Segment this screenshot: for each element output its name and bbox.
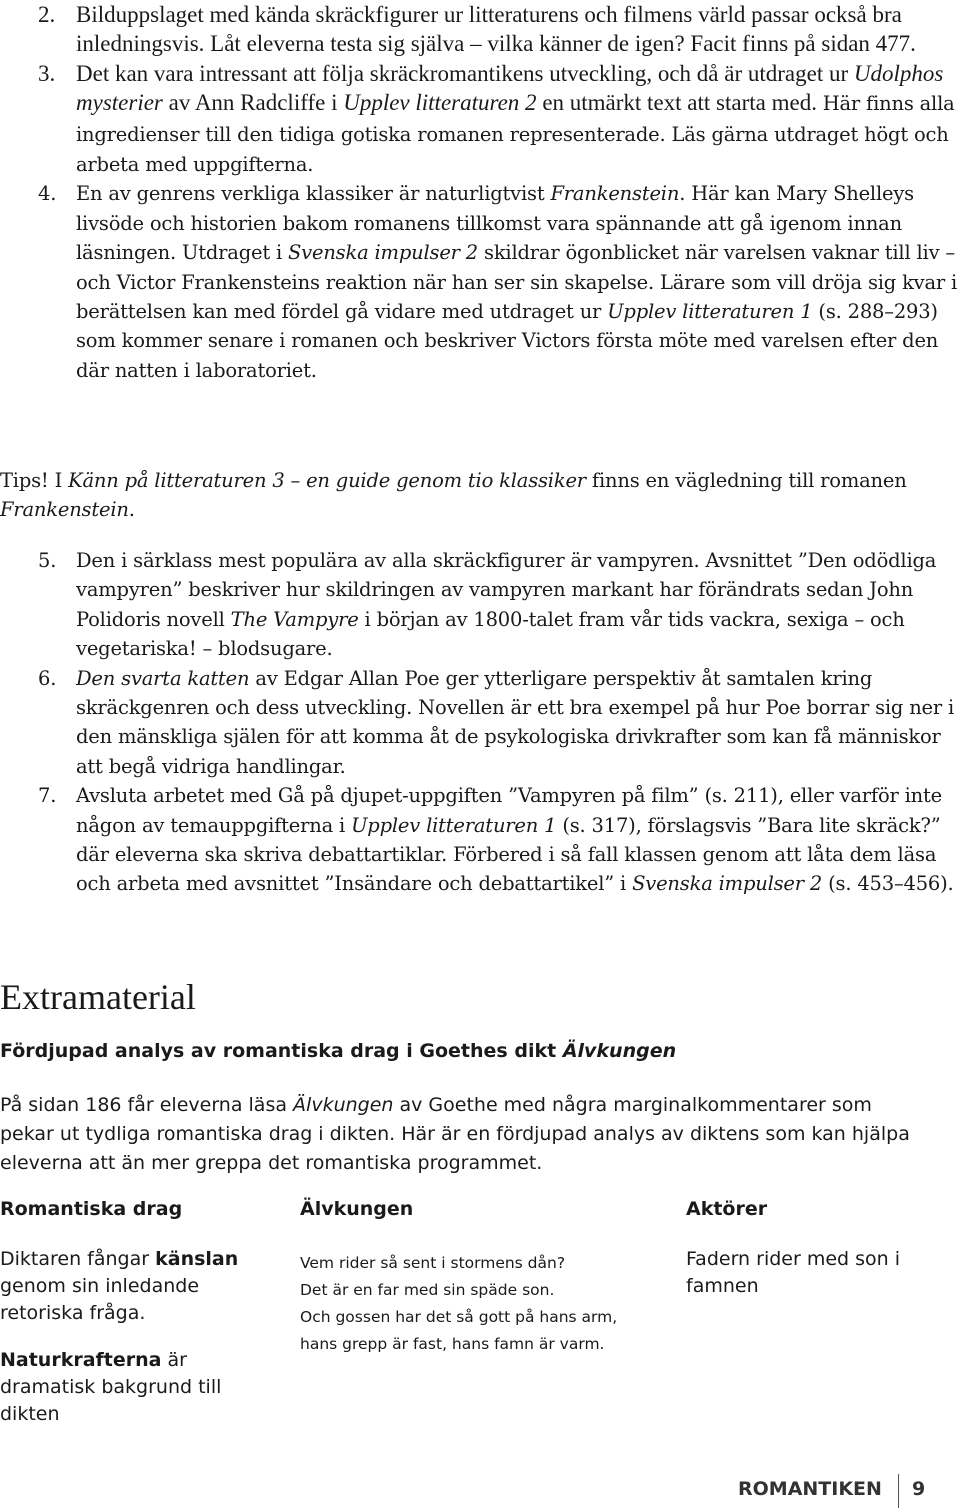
list-number: 6. (38, 666, 57, 690)
numbered-list-top (0, 0, 960, 385)
intro-paragraph (0, 1091, 930, 1178)
list-item-5 (0, 546, 960, 664)
book-title: Upplev litteraturen 1 (351, 813, 557, 837)
intro-text: av Goethe med några marginalkommentarer som pekar ut tydliga romantiska drag i dikten. Här är en fördjupad analys av diktens som kan hjälpa eleverna att än mer greppa det romantiska programmet. (0, 1094, 910, 1174)
note-text: genom sin inledande retoriska fråga. (0, 1275, 200, 1324)
list-item-4 (0, 179, 960, 385)
list-number: 3. (38, 60, 56, 86)
poem-line: Vem rider så sent i stormens dån? (300, 1254, 566, 1272)
intro-text: På sidan 186 får eleverna läsa (0, 1094, 294, 1116)
book-title: Udolphos mysterier (76, 60, 944, 116)
list-number: 5. (38, 549, 57, 572)
column-romantiska-drag (0, 1246, 270, 1448)
list-item-text: . Här kan Mary Shelleys livsöde och historien bakom romanens tillkomst vara spännande att gå igenom innan läsningen. Utdraget i (76, 182, 914, 265)
list-item-text: Det kan vara intressant att följa skräckromantikens utveckling, och då är utdraget ur (76, 60, 854, 86)
note-keyword: känslan (155, 1248, 239, 1270)
list-number: 7. (38, 784, 57, 808)
book-title: Upplev litteraturen 2 (343, 90, 537, 116)
list-item-7 (0, 781, 960, 899)
tips-text: finns en vägledning till romanen (585, 469, 907, 492)
list-item-text: Bilduppslaget med kända skräckfigurer ur litteraturens och filmens värld passar också bra inledningsvis. Låt eleverna testa sig själva – vilka känner de igen? Facit finns på sidan 477. (76, 2, 916, 57)
list-item-text: en utmärkt text att starta med. (536, 90, 823, 116)
list-item-text: (s. 317), förslagsvis ”Bara lite skräck?” där eleverna ska skriva debattartiklar. Förbered i så fall klassen genom att låta dem läsa och arbeta med avsnittet ”Insändare och debattartikel” i (76, 813, 941, 896)
list-item-6 (0, 664, 960, 782)
list-item-2 (0, 0, 960, 59)
subheading-text: Fördjupad analys av romantiska drag i Goethes dikt (0, 1040, 563, 1062)
footer-divider (898, 1474, 899, 1508)
list-item-text: av Edgar Allan Poe ger ytterligare perspektiv åt samtalen kring skräckgenren och dess utveckling. Novellen är ett bra exempel på hur Poe borrar sig ner i den mänskliga själen för att komma åt de psykologiska drivkrafter som kan få människor att begå vidriga handlingar. (76, 666, 955, 778)
note-text: är dramatisk bakgrund till dikten (0, 1349, 222, 1425)
section-heading: Extramaterial (0, 977, 196, 1017)
column-poem (300, 1250, 670, 1358)
list-item-text: Avsluta arbetet med Gå på djupet-uppgiften ”Vampyren på film” (s. 211), eller varför inte någon av temauppgifterna i (76, 784, 942, 837)
book-title: Svenska impulser 2 (288, 241, 479, 265)
list-number: 2. (38, 2, 56, 27)
tips-note (0, 466, 940, 525)
book-title: Frankenstein (550, 182, 680, 206)
book-title: Upplev litteraturen 1 (607, 300, 813, 324)
book-title: Känn på litteraturen 3 – en guide genom tio klassiker (68, 469, 586, 492)
subheading (0, 1040, 676, 1062)
list-item-text: Här finns alla ingredienser till den tidiga gotiska romanen representerade. Läs gärna utdraget högt och arbeta med uppgifterna. (76, 92, 955, 177)
column-header-aktorer: Aktörer (686, 1198, 768, 1220)
list-item-text: i början av 1800-talet fram vår tids vackra, sexiga – och vegetariska! – blodsugare. (76, 607, 905, 661)
analysis-note (0, 1347, 270, 1428)
book-title: Frankenstein (0, 498, 129, 522)
list-item-text: En av genrens verkliga klassiker är naturligtvist (76, 182, 551, 206)
book-title: Den svarta katten (76, 666, 250, 690)
column-header-romantiska-drag: Romantiska drag (0, 1198, 183, 1220)
note-keyword: Naturkrafterna (0, 1349, 162, 1371)
note-text: Diktaren fångar (0, 1248, 156, 1270)
list-item-text: av Ann Radcliffe i (162, 90, 344, 116)
tips-text: . (128, 498, 135, 522)
analysis-note (0, 1246, 270, 1327)
list-item-text: (s. 453–456). (822, 872, 954, 896)
list-number: 4. (38, 182, 57, 206)
subheading-title: Älvkungen (562, 1040, 677, 1062)
tips-text: Tips! I (0, 469, 69, 492)
poem-line: hans grepp är fast, hans famn är varm. (300, 1335, 605, 1353)
poem-title: Älvkungen (293, 1094, 394, 1116)
page-number: 9 (912, 1478, 926, 1500)
column-aktorer: Fadern rider med son i famnen (686, 1248, 901, 1297)
list-item-text: Den i särklass mest populära av alla skräckfigurer är vampyren. Avsnittet ”Den odödliga vampyren” beskriver hur skildringen av vampyren markant har förändrats sedan John Polidoris novell (76, 549, 937, 631)
list-item-3 (0, 59, 960, 180)
poem-line: Det är en far med sin späde son. (300, 1281, 555, 1299)
poem-line: Och gossen har det så gott på hans arm, (300, 1308, 618, 1326)
column-header-alvkungen: Älvkungen (300, 1198, 414, 1220)
list-item-text: (s. 288–293) som kommer senare i romanen och beskriver Victors första möte med varelsen efter den där natten i laboratoriet. (76, 300, 939, 382)
footer-section-title: ROMANTIKEN (738, 1478, 882, 1500)
book-title: The Vampyre (230, 607, 359, 631)
list-item-text: skildrar ögonblicket när varelsen vaknar till liv – och Victor Frankensteins reaktion när han ser sin skapelse. Lärare som vill dröja sig kvar i berättelsen kan med fördel gå vidare med utdraget ur (76, 241, 958, 324)
book-title: Svenska impulser 2 (632, 872, 823, 896)
numbered-list-bottom (0, 546, 960, 899)
